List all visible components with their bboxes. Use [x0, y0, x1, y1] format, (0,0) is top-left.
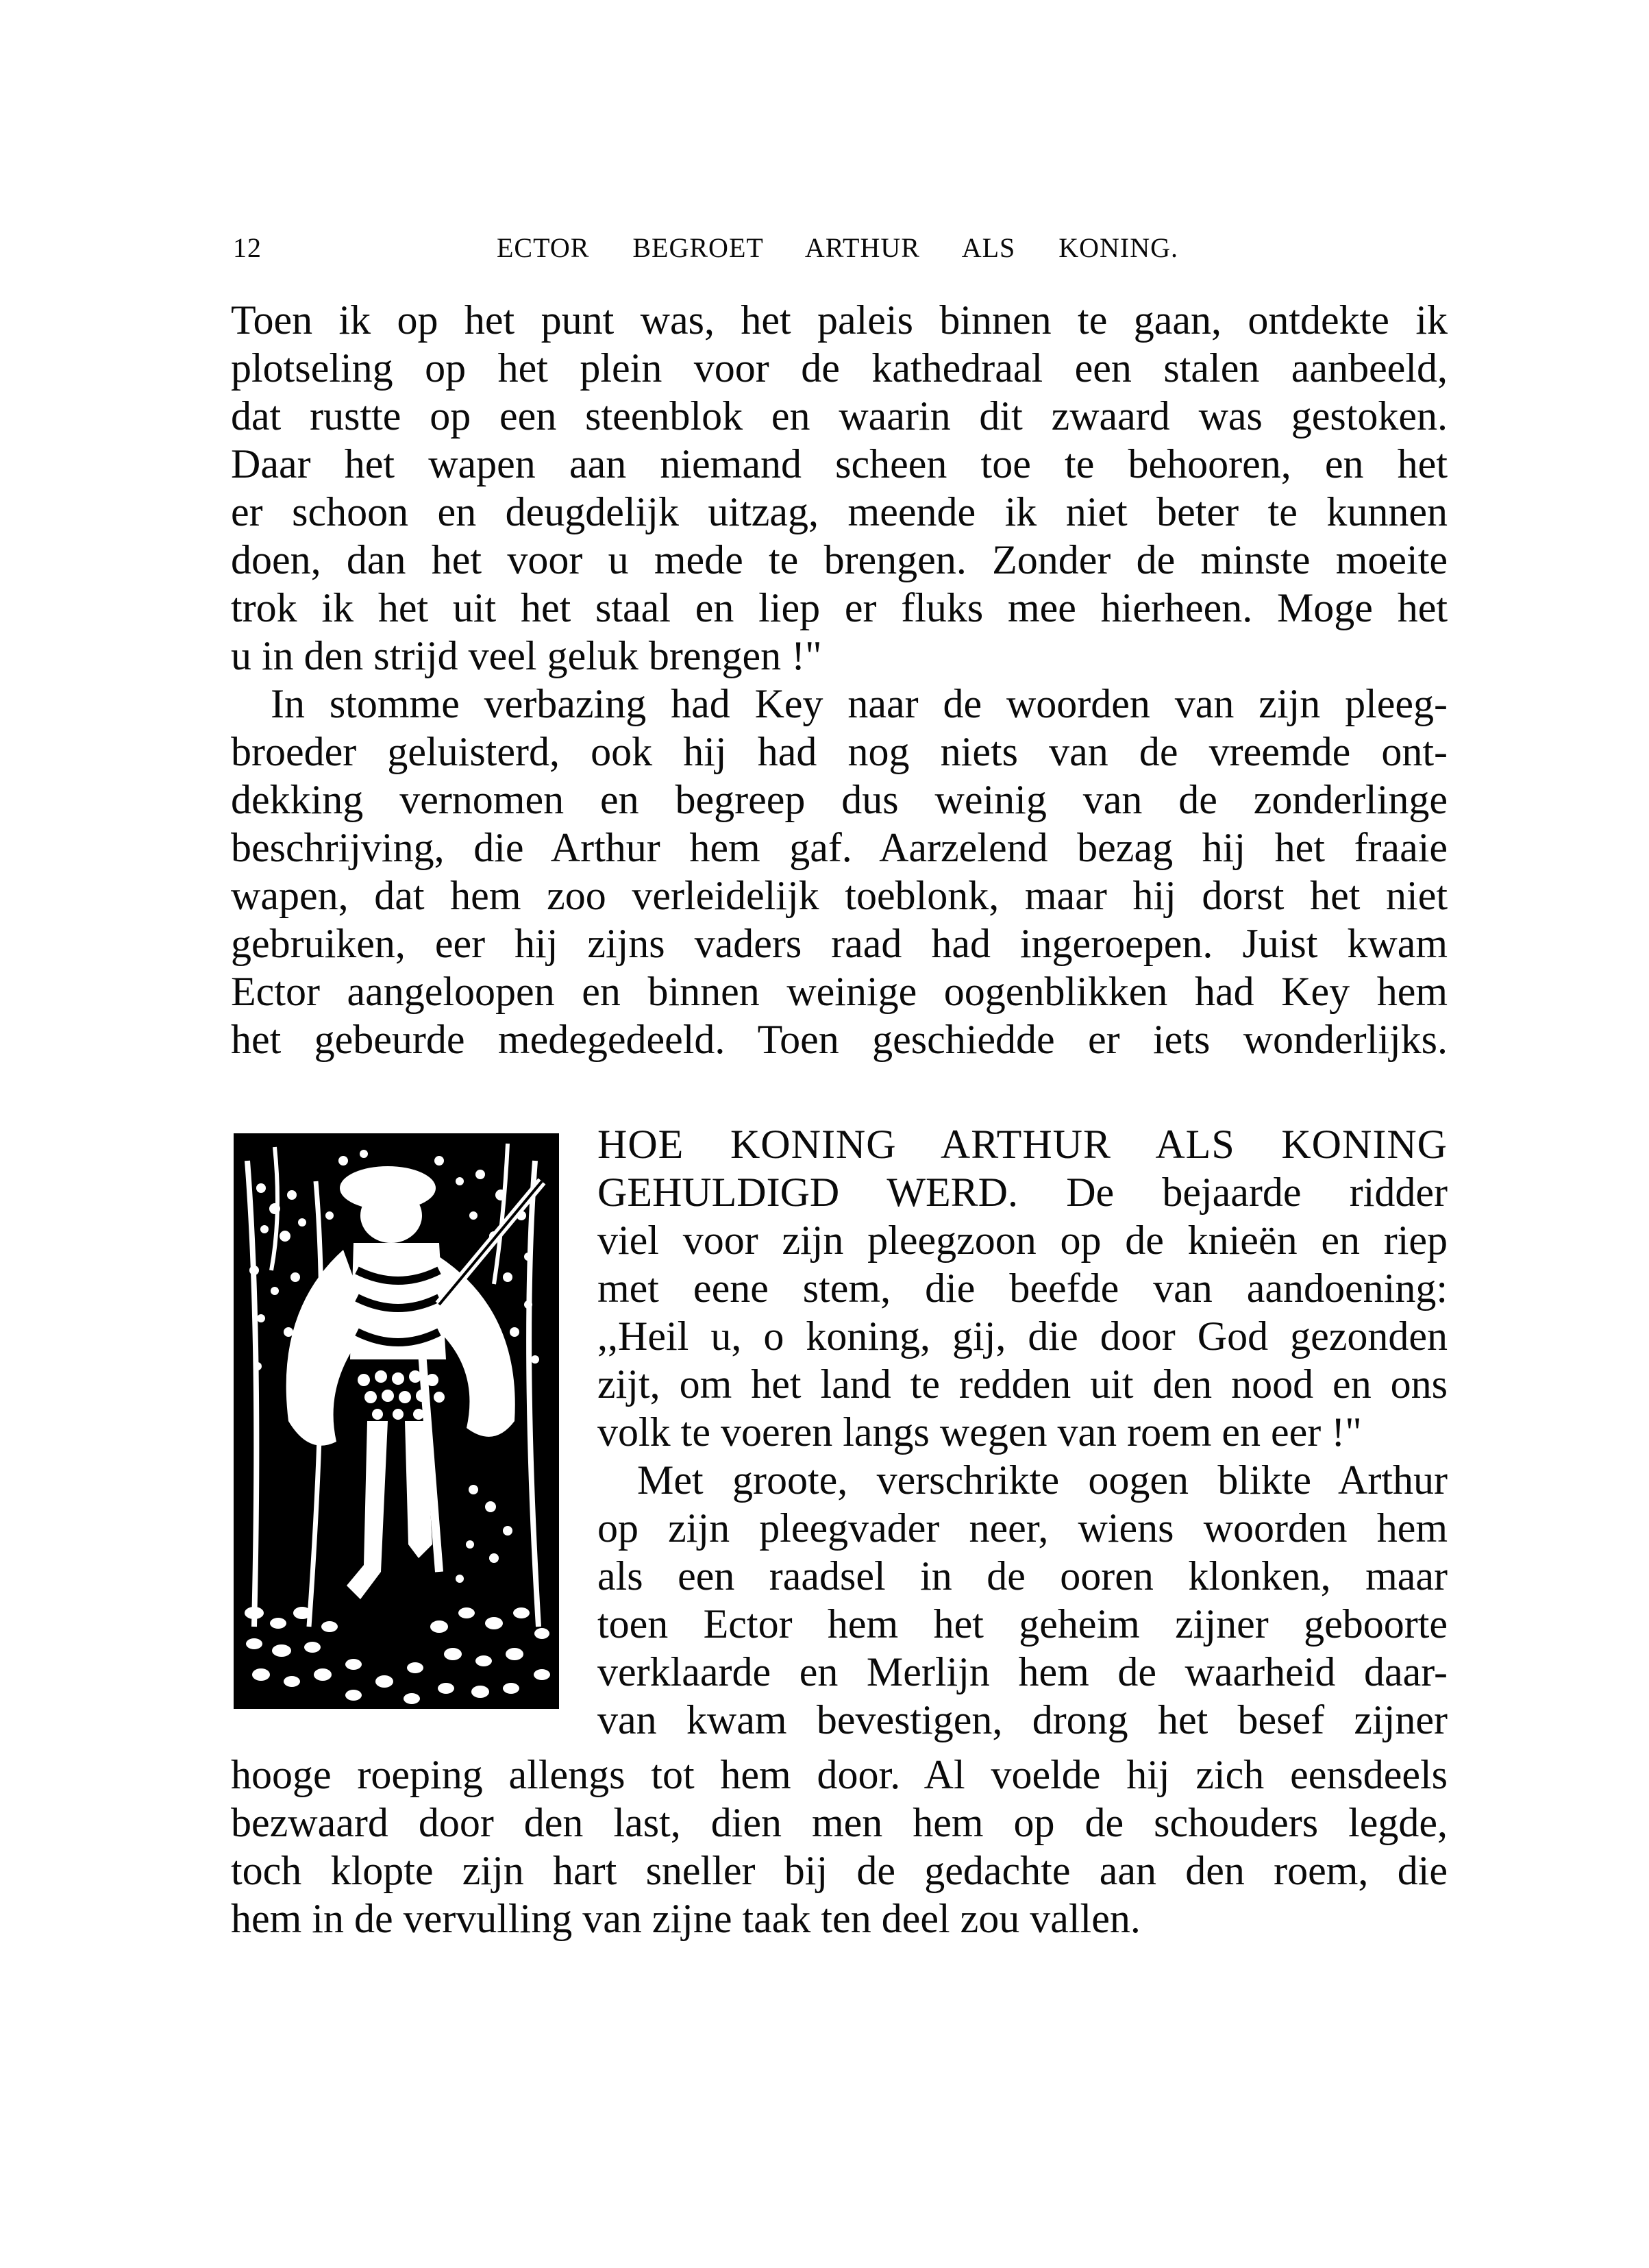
text-line: In stomme verbazing had Key naar de woorden van zijn pleeg- [271, 681, 1448, 726]
text-line: er schoon en deugdelijk uitzag, meende ik niet beter te kunnen [231, 489, 1448, 534]
text-line: met eene stem, die beefde van aandoening: [597, 1266, 1448, 1311]
text-line: dekking vernomen en begreep dus weinig van de zonderlinge [231, 777, 1448, 822]
woodcut-illustration [234, 1133, 559, 1709]
section-king-acclaimed [597, 1120, 1448, 1744]
text-line: toen Ector hem het geheim zijner geboorte [597, 1601, 1448, 1647]
section-heading-line: HOE KONING ARTHUR ALS KONING [597, 1122, 1448, 1167]
text-line: bezwaard door den last, dien men hem op de schouders legde, [231, 1800, 1448, 1845]
text-line: doen, dan het voor u mede te brengen. Zonder de minste moeite [231, 537, 1448, 582]
text-line: wapen, dat hem zoo verleidelijk toeblonk, maar hij dorst het niet [231, 873, 1448, 918]
text-line: het gebeurde medegedeeld. Toen geschiedde er iets wonderlijks. [231, 1017, 1448, 1062]
text-line: Met groote, verschrikte oogen blikte Arthur [637, 1457, 1448, 1503]
text-line: ,,Heil u, o koning, gij, die door God gezonden [597, 1314, 1448, 1359]
text-line: volk te voeren langs wegen van roem en eer !" [597, 1409, 1362, 1455]
text-line: van kwam bevestigen, drong het besef zijner [597, 1697, 1448, 1742]
text-line: Daar het wapen aan niemand scheen toe te behooren, en het [231, 441, 1448, 486]
text-line: trok ik het uit het staal en liep er fluks mee hierheen. Moge het [231, 585, 1448, 630]
text-line: op zijn pleegvader neer, wiens woorden hem [597, 1505, 1448, 1551]
text-line: u in den strijd veel geluk brengen !" [231, 633, 822, 678]
text-line: Toen ik op het punt was, het paleis binnen te gaan, ontdekte ik [231, 297, 1448, 343]
text-line: plotseling op het plein voor de kathedraal een stalen aanbeeld, [231, 345, 1448, 391]
page-number: 12 [233, 232, 262, 263]
text-line: als een raadsel in de ooren klonken, maar [597, 1553, 1448, 1599]
text-line: beschrijving, die Arthur hem gaf. Aarzelend bezag hij het fraaie [231, 825, 1448, 870]
knight-woodcut-icon [234, 1133, 559, 1709]
section-continuation [231, 1751, 1448, 1943]
text-line: GEHULDIGD WERD. De bejaarde ridder [597, 1170, 1448, 1215]
text-line: viel voor zijn pleegzoon op de knieën en riep [597, 1218, 1448, 1263]
text-line: verklaarde en Merlijn hem de waarheid daar- [597, 1649, 1448, 1694]
text-line: toch klopte zijn hart sneller bij de gedachte aan den roem, die [231, 1848, 1448, 1893]
text-line: hooge roeping allengs tot hem door. Al voelde hij zich eensdeels [231, 1752, 1448, 1797]
text-line: hem in de vervulling van zijne taak ten deel zou vallen. [231, 1896, 1141, 1941]
text-line: dat rustte op een steenblok en waarin dit zwaard was gestoken. [231, 393, 1448, 439]
text-line: Ector aangeloopen en binnen weinige oogenblikken had Key hem [231, 969, 1448, 1014]
text-line: gebruiken, eer hij zijns vaders raad had ingeroepen. Juist kwam [231, 921, 1448, 966]
running-head-title: ECTOR BEGROET ARTHUR ALS KONING. [497, 232, 1178, 263]
text-line: zijt, om het land te redden uit den nood en ons [597, 1361, 1448, 1407]
text-line: broeder geluisterd, ook hij had nog niets van de vreemde ont- [231, 729, 1448, 774]
paragraph-continuation [231, 296, 1448, 1063]
